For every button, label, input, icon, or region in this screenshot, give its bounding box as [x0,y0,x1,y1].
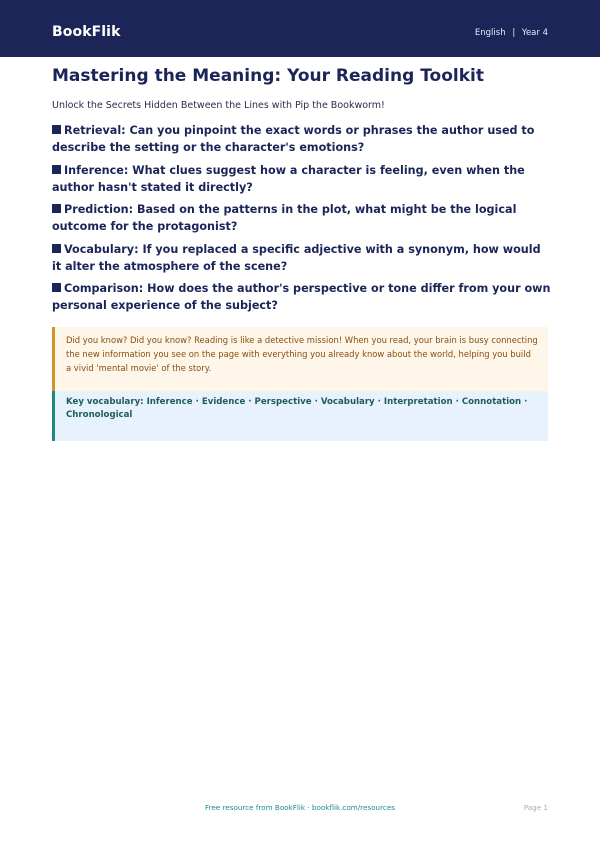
page-title: Mastering the Meaning: Your Reading Toolkit [52,66,484,86]
question-text: Comparison: How does the author's perspective or tone differ from your own personal experience of the subject? [52,282,551,312]
brand-logo-text[interactable]: BookFlik [52,24,121,40]
year-label: Year 4 [521,28,548,38]
question-item-vocabulary [52,241,552,275]
question-item-retrieval [52,122,552,156]
square-bullet-icon [52,165,61,174]
question-text: Inference: What clues suggest how a character is feeling, even when the author hasn't stated it directly? [52,163,525,194]
meta-separator: | [512,28,516,38]
did-you-know-callout [52,327,548,391]
vocabulary-text: Key vocabulary: Inference · Evidence · Perspective · Vocabulary · Interpretation · Connotation · Chronological [66,397,528,420]
question-text: Retrieval: Can you pinpoint the exact words or phrases the author used to describe the setting or the character's emotions? [52,124,535,154]
callout-text: Did you know? Did you know? Reading is like a detective mission! When you read, your brain is busy connecting the new information you see on the page with everything you already know about the world, helping you build a vivid 'mental movie' of the story. [66,335,538,373]
square-bullet-icon [52,125,61,134]
question-text: Vocabulary: If you replaced a specific adjective with a synonym, how would it alter the atmosphere of the scene? [52,242,541,273]
square-bullet-icon [52,204,61,213]
key-vocabulary-box [52,391,548,441]
square-bullet-icon [52,244,61,253]
square-bullet-icon [52,283,61,292]
question-item-prediction [52,201,552,235]
footer-resource-link[interactable]: Free resource from BookFlik · bookflik.com/resources [204,803,396,812]
question-item-comparison [52,280,552,314]
question-text: Prediction: Based on the patterns in the plot, what might be the logical outcome for the protagonist? [52,203,517,233]
page-number: Page 1 [523,803,548,812]
site-header [0,0,600,57]
subject-label: English [474,28,506,38]
header-meta [475,28,548,38]
question-item-inference [52,162,552,196]
page-subtitle: Unlock the Secrets Hidden Between the Lines with Pip the Bookworm! [52,100,385,111]
question-list [52,122,552,320]
